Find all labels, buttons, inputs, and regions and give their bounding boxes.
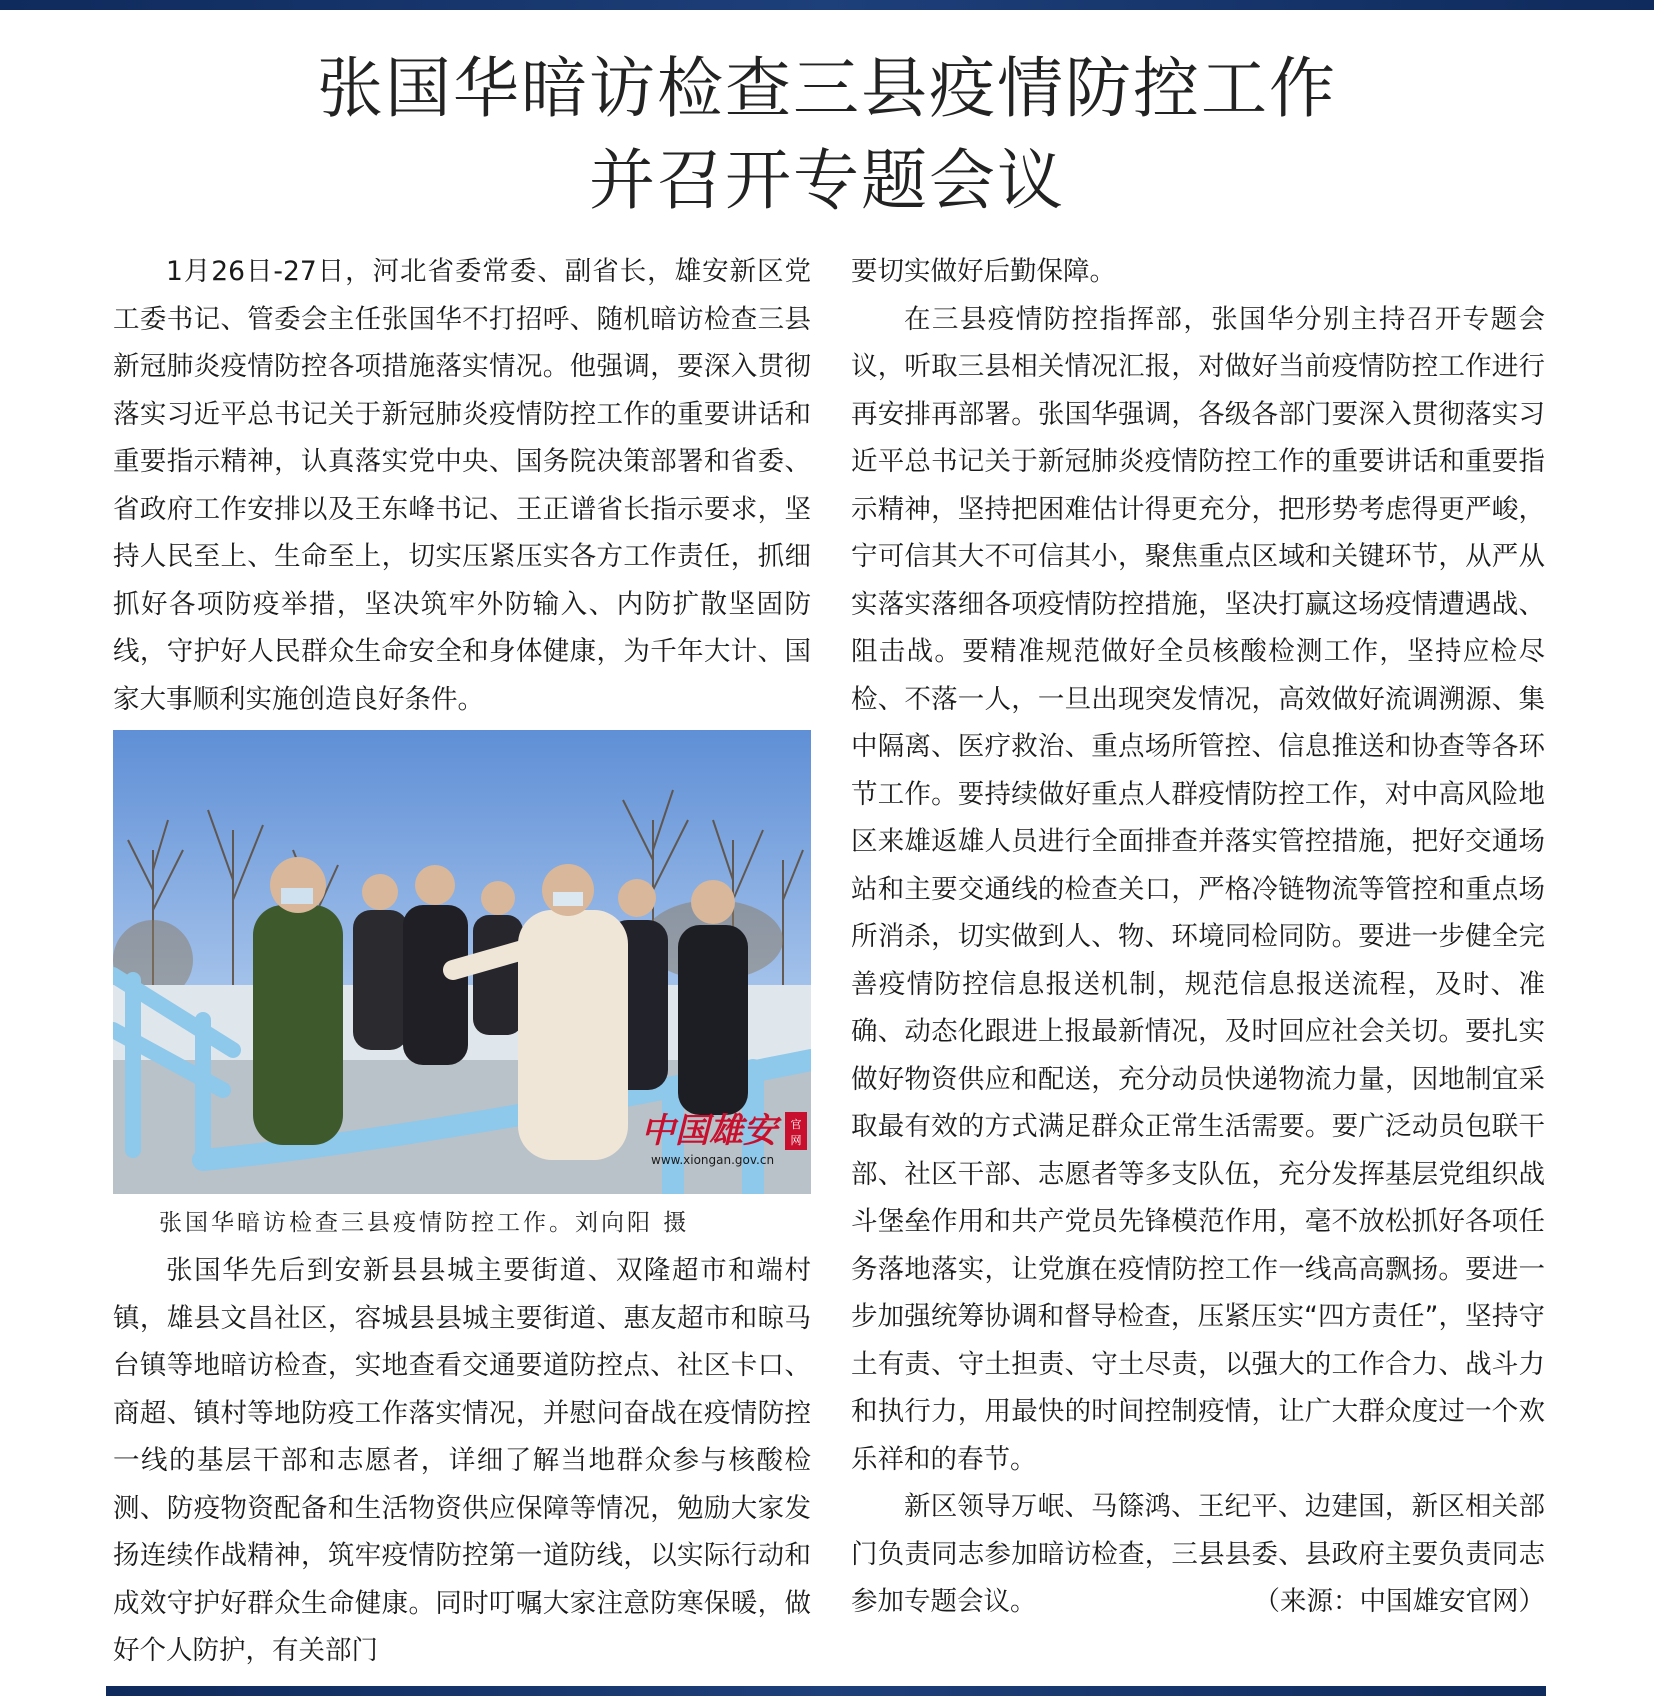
paragraph-4	[851, 1483, 1545, 1626]
svg-text:官: 官	[790, 1118, 802, 1131]
right-column	[851, 248, 1545, 1626]
photo-caption: 张国华暗访检查三县疫情防控工作。刘向阳 摄	[159, 1210, 690, 1236]
paragraph-1: 1月26日-27日，河北省委常委、副省长，雄安新区党工委书记、管委会主任张国华不打招呼、随机暗访检查三县新冠肺炎疫情防控各项措施落实情况。他强调，要深入贯彻落实习近平总书记关于新冠肺炎疫情防控工作的重要讲话和重要指示精神，认真落实党中央、国务院决策部署和省委、省政府工作安排以及王东峰书记、王正谱省长指示要求，坚持人民至上、生命至上，切实压紧压实各方工作责任，抓细抓好各项防疫举措，坚决筑牢外防输入、内防扩散坚固防线，守护好人民群众生命安全和身体健康，为千年大计、国家大事顺利实施创造良好条件。	[113, 256, 811, 715]
news-photo	[113, 730, 811, 1194]
svg-text:网: 网	[790, 1134, 802, 1147]
paragraph-2-continued: 要切实做好后勤保障。	[851, 256, 1116, 287]
article-title-line-1: 张国华暗访检查三县疫情防控工作	[317, 50, 1337, 127]
paragraph-2: 张国华先后到安新县县城主要街道、双隆超市和端村镇，雄县文昌社区，容城县县城主要街道、惠友超市和晾马台镇等地暗访检查，实地查看交通要道防控点、社区卡口、商超、镇村等地防疫工作落实情况，并慰问奋战在疫情防控一线的基层干部和志愿者，详细了解当地群众参与核酸检测、防疫物资配备和生活物资供应保障等情况，勉励大家发扬连续作战精神，筑牢疫情防控第一道防线，以实际行动和成效守护好群众生命健康。同时叮嘱大家注意防寒保暖，做好个人防护，有关部门	[113, 1255, 811, 1666]
paragraph-3: 在三县疫情防控指挥部，张国华分别主持召开专题会议，听取三县相关情况汇报，对做好当前疫情防控工作进行再安排再部署。张国华强调，各级各部门要深入贯彻落实习近平总书记关于新冠肺炎疫情防控工作的重要讲话和重要指示精神，坚持把困难估计得更充分，把形势考虑得更严峻，宁可信其大不可信其小，聚焦重点区域和关键环节，从严从实落实落细各项疫情防控措施，坚决打赢这场疫情遭遇战、阻击战。要精准规范做好全员核酸检测工作，坚持应检尽检、不落一人，一旦出现突发情况，高效做好流调溯源、集中隔离、医疗救治、重点场所管控、信息推送和协查等各环节工作。要持续做好重点人群疫情防控工作，对中高风险地区来雄返雄人员进行全面排查并落实管控措施，把好交通场站和主要交通线的检查关口，严格冷链物流等管控和重点场所消杀，切实做到人、物、环境同检同防。要进一步健全完善疫情防控信息报送机制，规范信息报送流程，及时、准确、动态化跟进上报最新情况，及时回应社会关切。要扎实做好物资供应和配送，充分动员快递物流力量，因地制宜采取最有效的方式满足群众正常生活需要。要广泛动员包联干部、社区干部、志愿者等多支队伍，充分发挥基层党组织战斗堡垒作用和共产党员先锋模范作用，毫不放松抓好各项任务落地落实，让党旗在疫情防控工作一线高高飘扬。要进一步加强统筹协调和督导检查，压紧压实“四方责任”，坚持守土有责、守土担责、守土尽责，以强大的工作合力、战斗力和执行力，用最快的时间控制疫情，让广大群众度过一个欢乐祥和的春节。	[851, 303, 1545, 1475]
article-title-line-2: 并召开专题会议	[589, 142, 1065, 219]
news-photo-illustration	[113, 730, 811, 1194]
paragraph-4-text: 新区领导万岷、马篨鸿、王纪平、边建国，新区相关部门负责同志参加暗访检查，三县县委、县政府主要负责同志参加专题会议。	[851, 1491, 1545, 1617]
svg-text:www.xiongan.gov.cn: www.xiongan.gov.cn	[651, 1153, 775, 1167]
svg-text:中国雄安: 中国雄安	[641, 1111, 777, 1151]
bottom-decorative-bar	[106, 1686, 1546, 1696]
top-decorative-bar	[0, 0, 1654, 10]
source-credit: （来源：中国雄安官网）	[1253, 1586, 1545, 1617]
left-column	[113, 248, 811, 1675]
